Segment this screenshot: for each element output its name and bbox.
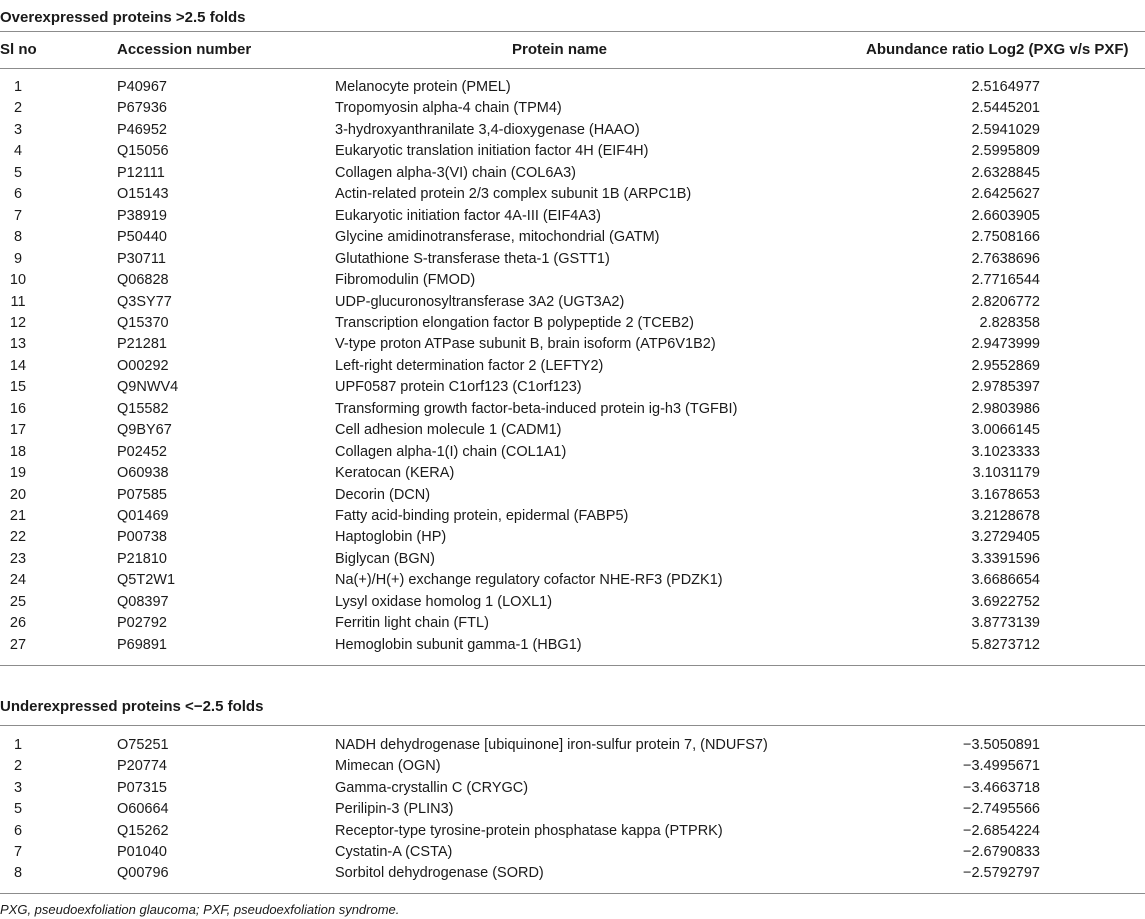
cell-abundance-ratio: −2.6854224 [962, 822, 1040, 839]
rule-top [0, 31, 1145, 32]
cell-sl-no: 1 [13, 737, 23, 753]
cell-protein-name: Left-right determination factor 2 (LEFTY2) [335, 357, 604, 374]
cell-accession: O60664 [117, 801, 169, 818]
cell-sl-no: 24 [9, 572, 27, 589]
cell-sl-no: 25 [9, 593, 27, 610]
cell-accession: P07315 [117, 779, 167, 796]
table-row [0, 420, 1145, 441]
table-row [0, 141, 1145, 162]
table-row [0, 98, 1145, 119]
cell-abundance-ratio: 3.1023333 [971, 443, 1040, 460]
cell-accession: Q15370 [117, 314, 169, 331]
cell-abundance-ratio: 3.0066145 [971, 422, 1040, 439]
cell-abundance-ratio: 2.9552869 [971, 357, 1040, 374]
cell-abundance-ratio: 2.7638696 [971, 250, 1040, 267]
table-row [0, 77, 1145, 98]
table-row [0, 756, 1145, 777]
table-row [0, 377, 1145, 398]
cell-abundance-ratio: 2.828358 [979, 314, 1040, 331]
cell-abundance-ratio: 2.5941029 [971, 121, 1040, 138]
cell-protein-name: Melanocyte protein (PMEL) [335, 79, 511, 95]
cell-accession: P01040 [117, 844, 167, 860]
table-row [0, 163, 1145, 184]
table-row [0, 821, 1145, 842]
cell-accession: Q15056 [117, 143, 169, 160]
cell-protein-name: Eukaryotic initiation factor 4A-III (EIF4A3) [335, 207, 601, 224]
rule-header [0, 68, 1145, 69]
cell-protein-name: Transcription elongation factor B polypeptide 2 (TCEB2) [335, 314, 694, 331]
cell-protein-name: Sorbitol dehydrogenase (SORD) [335, 865, 544, 882]
cell-sl-no: 2 [13, 758, 23, 775]
table-row [0, 206, 1145, 227]
cell-accession: P07585 [117, 486, 167, 503]
table-row [0, 334, 1145, 355]
cell-abundance-ratio: −3.5050891 [962, 737, 1040, 753]
cell-sl-no: 18 [9, 443, 27, 460]
cell-abundance-ratio: 2.9473999 [971, 336, 1040, 353]
cell-abundance-ratio: 3.2128678 [971, 508, 1040, 524]
table-row [0, 313, 1145, 334]
cell-sl-no: 8 [13, 229, 23, 246]
cell-sl-no: 12 [9, 314, 27, 331]
cell-accession: Q01469 [117, 508, 169, 524]
cell-abundance-ratio: −3.4663718 [962, 779, 1040, 796]
cell-abundance-ratio: 2.6328845 [971, 164, 1040, 181]
table-row [0, 863, 1145, 884]
table-row [0, 506, 1145, 527]
cell-sl-no: 22 [9, 529, 27, 546]
cell-accession: Q15582 [117, 400, 169, 417]
cell-protein-name: Na(+)/H(+) exchange regulatory cofactor NHE-RF3 (PDZK1) [335, 572, 723, 589]
cell-sl-no: 7 [13, 207, 23, 224]
cell-abundance-ratio: 2.8206772 [971, 293, 1040, 310]
cell-sl-no: 4 [13, 143, 23, 160]
cell-abundance-ratio: 3.6686654 [971, 572, 1040, 589]
cell-protein-name: Perilipin-3 (PLIN3) [335, 801, 454, 818]
cell-sl-no: 9 [13, 250, 23, 267]
cell-accession: O75251 [117, 737, 169, 753]
cell-protein-name: Cell adhesion molecule 1 (CADM1) [335, 422, 562, 439]
cell-accession: Q00796 [117, 865, 169, 882]
cell-protein-name: Ferritin light chain (FTL) [335, 615, 489, 632]
cell-protein-name: Haptoglobin (HP) [335, 529, 447, 546]
cell-abundance-ratio: −2.7495566 [962, 801, 1040, 818]
cell-accession: P12111 [117, 164, 165, 181]
cell-accession: Q3SY77 [117, 293, 172, 310]
cell-accession: P46952 [117, 121, 167, 138]
cell-protein-name: V-type proton ATPase subunit B, brain isoform (ATP6V1B2) [335, 336, 716, 353]
cell-sl-no: 16 [9, 400, 27, 417]
cell-accession: Q08397 [117, 593, 169, 610]
cell-protein-name: NADH dehydrogenase [ubiquinone] iron-sulfur protein 7, (NDUFS7) [335, 737, 768, 753]
cell-accession: Q9NWV4 [117, 379, 179, 396]
table-row [0, 270, 1145, 291]
cell-sl-no: 21 [9, 508, 27, 524]
cell-protein-name: Glutathione S-transferase theta-1 (GSTT1) [335, 250, 610, 267]
cell-abundance-ratio: 3.8773139 [971, 615, 1040, 632]
table-row [0, 735, 1145, 756]
cell-sl-no: 17 [9, 422, 27, 439]
cell-sl-no: 2 [13, 100, 23, 117]
cell-sl-no: 14 [9, 357, 27, 374]
cell-sl-no: 1 [13, 79, 23, 95]
cell-sl-no: 15 [9, 379, 27, 396]
cell-accession: P21810 [117, 550, 167, 567]
cell-accession: O60938 [117, 465, 169, 482]
cell-abundance-ratio: 3.1678653 [971, 486, 1040, 503]
cell-accession: Q9BY67 [117, 422, 172, 439]
cell-sl-no: 11 [10, 293, 26, 310]
table-row [0, 485, 1145, 506]
cell-accession: P69891 [117, 636, 167, 653]
cell-sl-no: 23 [9, 550, 27, 567]
cell-protein-name: Actin-related protein 2/3 complex subunit 1B (ARPC1B) [335, 186, 692, 203]
cell-protein-name: UPF0587 protein C1orf123 (C1orf123) [335, 379, 582, 396]
header-abundance-ratio: Abundance ratio Log2 (PXG v/s PXF) [866, 41, 1129, 58]
cell-sl-no: 26 [9, 615, 27, 632]
section-title-overexpressed: Overexpressed proteins >2.5 folds [0, 9, 246, 26]
cell-sl-no: 6 [13, 822, 23, 839]
cell-protein-name: Cystatin-A (CSTA) [335, 844, 453, 860]
cell-protein-name: Fatty acid-binding protein, epidermal (FABP5) [335, 508, 629, 524]
cell-accession: P30711 [117, 250, 166, 267]
rule-under [0, 725, 1145, 726]
table-row [0, 463, 1145, 484]
cell-abundance-ratio: 2.6603905 [971, 207, 1040, 224]
footnote: PXG, pseudoexfoliation glaucoma; PXF, pseudoexfoliation syndrome. [0, 902, 400, 917]
cell-accession: P20774 [117, 758, 167, 775]
cell-sl-no: 3 [13, 779, 23, 796]
cell-accession: O00292 [117, 357, 169, 374]
cell-accession: P02792 [117, 615, 167, 632]
table-row [0, 799, 1145, 820]
cell-abundance-ratio: −3.4995671 [962, 758, 1040, 775]
cell-protein-name: Gamma-crystallin C (CRYGC) [335, 779, 529, 796]
table-row [0, 635, 1145, 656]
cell-sl-no: 5 [13, 164, 23, 181]
cell-sl-no: 6 [13, 186, 23, 203]
cell-abundance-ratio: −2.5792797 [962, 865, 1040, 882]
cell-sl-no: 8 [13, 865, 23, 882]
cell-accession: P67936 [117, 100, 167, 117]
table-row [0, 442, 1145, 463]
cell-accession: Q06828 [117, 272, 169, 289]
cell-protein-name: Lysyl oxidase homolog 1 (LOXL1) [335, 593, 553, 610]
cell-sl-no: 13 [9, 336, 27, 353]
cell-accession: P00738 [117, 529, 167, 546]
cell-protein-name: Tropomyosin alpha-4 chain (TPM4) [335, 100, 562, 117]
cell-accession: Q15262 [117, 822, 169, 839]
cell-abundance-ratio: 3.3391596 [971, 550, 1040, 567]
table-row [0, 399, 1145, 420]
cell-abundance-ratio: 3.1031179 [972, 465, 1040, 482]
cell-accession: P21281 [117, 336, 167, 353]
table-row [0, 842, 1145, 863]
cell-sl-no: 19 [9, 465, 27, 482]
table-row [0, 613, 1145, 634]
cell-protein-name: Fibromodulin (FMOD) [335, 272, 476, 289]
cell-protein-name: Receptor-type tyrosine-protein phosphatase kappa (PTPRK) [335, 822, 723, 839]
cell-abundance-ratio: 2.5445201 [971, 100, 1040, 117]
cell-protein-name: Collagen alpha-1(I) chain (COL1A1) [335, 443, 567, 460]
table-row [0, 120, 1145, 141]
cell-abundance-ratio: 2.9785397 [971, 379, 1040, 396]
cell-abundance-ratio: −2.6790833 [962, 844, 1040, 860]
cell-abundance-ratio: 3.6922752 [971, 593, 1040, 610]
table-row [0, 356, 1145, 377]
cell-accession: P38919 [117, 207, 167, 224]
cell-protein-name: Keratocan (KERA) [335, 465, 455, 482]
table-row [0, 592, 1145, 613]
cell-sl-no: 3 [13, 121, 23, 138]
header-sl-no: Sl no [0, 41, 37, 58]
cell-protein-name: Decorin (DCN) [335, 486, 431, 503]
cell-protein-name: UDP-glucuronosyltransferase 3A2 (UGT3A2) [335, 293, 625, 310]
rule-bottom [0, 893, 1145, 894]
cell-abundance-ratio: 2.7508166 [971, 229, 1040, 246]
table-row [0, 527, 1145, 548]
cell-accession: P02452 [117, 443, 167, 460]
cell-accession: P50440 [117, 229, 167, 246]
header-protein-name: Protein name [512, 41, 608, 58]
cell-abundance-ratio: 2.7716544 [971, 272, 1040, 289]
table-row [0, 292, 1145, 313]
cell-protein-name: Glycine amidinotransferase, mitochondrial (GATM) [335, 229, 660, 246]
cell-protein-name: Hemoglobin subunit gamma-1 (HBG1) [335, 636, 582, 653]
section-title-underexpressed: Underexpressed proteins <−2.5 folds [0, 698, 264, 715]
cell-protein-name: Transforming growth factor-beta-induced protein ig-h3 (TGFBI) [335, 400, 738, 417]
table-row [0, 549, 1145, 570]
cell-accession: P40967 [117, 79, 167, 95]
cell-sl-no: 10 [9, 272, 27, 289]
table-row [0, 570, 1145, 591]
cell-abundance-ratio: 3.2729405 [971, 529, 1040, 546]
cell-abundance-ratio: 2.9803986 [971, 400, 1040, 417]
cell-protein-name: Biglycan (BGN) [335, 550, 435, 567]
cell-protein-name: 3-hydroxyanthranilate 3,4-dioxygenase (HAAO) [335, 121, 640, 138]
table-row [0, 778, 1145, 799]
cell-protein-name: Eukaryotic translation initiation factor 4H (EIF4H) [335, 143, 649, 160]
header-accession-number: Accession number [117, 41, 252, 58]
cell-abundance-ratio: 2.6425627 [971, 186, 1040, 203]
table-row [0, 227, 1145, 248]
cell-sl-no: 7 [13, 844, 23, 860]
cell-sl-no: 5 [13, 801, 23, 818]
cell-sl-no: 20 [9, 486, 27, 503]
cell-abundance-ratio: 5.8273712 [971, 636, 1040, 653]
table-row [0, 184, 1145, 205]
cell-abundance-ratio: 2.5164977 [971, 79, 1040, 95]
cell-sl-no: 27 [9, 636, 27, 653]
cell-accession: O15143 [117, 186, 169, 203]
cell-accession: Q5T2W1 [117, 572, 176, 589]
cell-abundance-ratio: 2.5995809 [971, 143, 1040, 160]
cell-protein-name: Collagen alpha-3(VI) chain (COL6A3) [335, 164, 576, 181]
rule-section-end [0, 665, 1145, 666]
table-row [0, 249, 1145, 270]
cell-protein-name: Mimecan (OGN) [335, 758, 441, 775]
